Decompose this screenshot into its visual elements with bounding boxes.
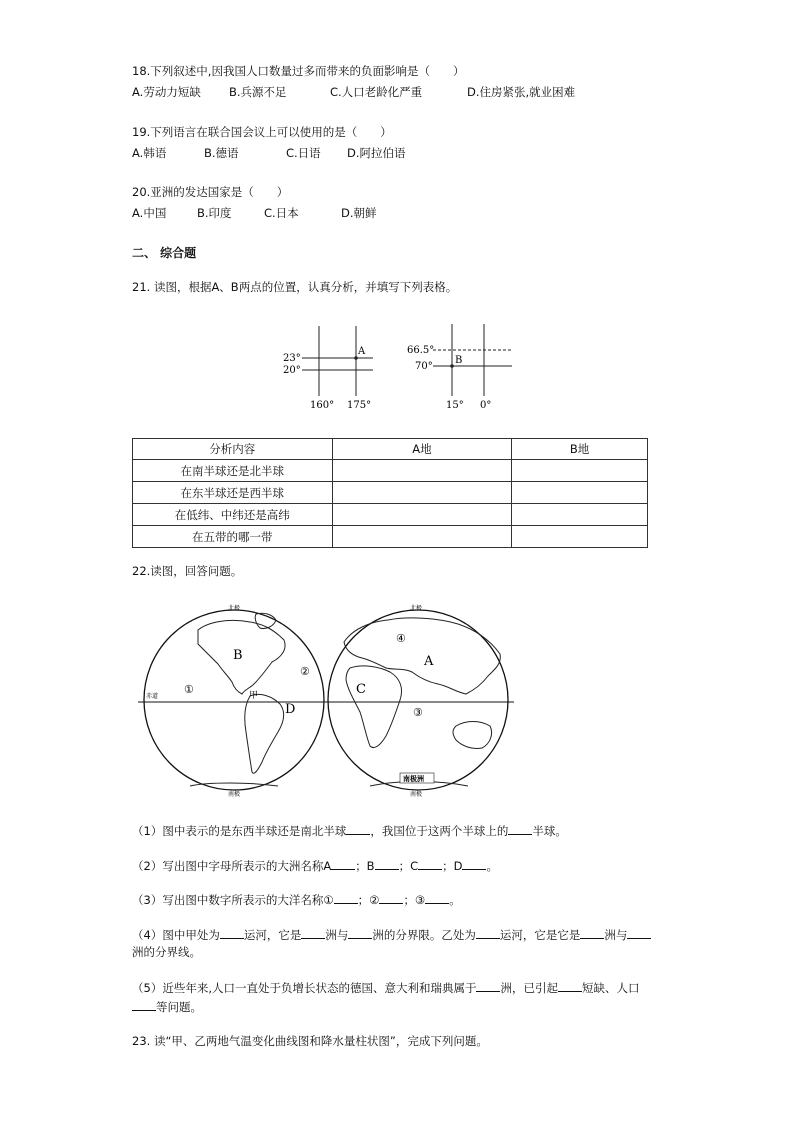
q22-sub5-text-c: 短缺、人口 <box>581 981 640 995</box>
north-pole-label-west: 北极 <box>228 605 241 612</box>
blank-5[interactable] <box>418 857 442 870</box>
row-label-five-zones: 在五带的哪一带 <box>133 526 333 548</box>
q22-sub4-text-b: 运河，它是 <box>243 928 302 942</box>
q21-stem: 21. 读图，根据A、B两点的位置，认真分析，并填写下列表格。 <box>132 280 458 294</box>
south-pole-label-east: 南极 <box>410 791 423 798</box>
lon-label-b2: 0° <box>480 400 492 411</box>
ocean-number-4: ④ <box>396 632 406 645</box>
answer-cell-a3[interactable] <box>332 504 512 526</box>
blank-11[interactable] <box>301 926 325 939</box>
blank-4[interactable] <box>375 857 399 870</box>
blank-8[interactable] <box>379 891 403 904</box>
q22-sub2-text-e: 。 <box>486 859 498 873</box>
q22-sub2-text-a: （2）写出图中字母所表示的大洲名称A <box>132 859 332 873</box>
answer-cell-a4[interactable] <box>332 526 512 548</box>
table-row <box>133 482 648 504</box>
q18-option-d: D.住房紧张,就业困难 <box>467 85 576 99</box>
q20-option-b: B.印度 <box>197 206 232 220</box>
q22-sub5-text-d: 等问题。 <box>156 1000 202 1014</box>
q18-option-a: A.劳动力短缺 <box>132 85 201 99</box>
answer-cell-b3[interactable] <box>512 504 648 526</box>
q22-stem: 22.读图，回答问题。 <box>132 564 243 578</box>
answer-cell-a1[interactable] <box>332 460 512 482</box>
blank-15[interactable] <box>627 926 651 939</box>
q22-sub3-text-d: 。 <box>449 893 461 907</box>
answer-cell-b2[interactable] <box>512 482 648 504</box>
q22-sub2 <box>132 857 498 874</box>
hemisphere-map <box>138 600 518 800</box>
row-label-hemisphere-ew: 在东半球还是西半球 <box>133 482 333 504</box>
section-title: 二、 综合题 <box>132 246 197 260</box>
lat-lon-grid-diagram <box>270 318 530 413</box>
ocean-number-2: ② <box>300 665 310 678</box>
canal-label: 甲 <box>249 691 259 701</box>
q22-sub4-text-c: 洲与 <box>325 928 349 942</box>
blank-18[interactable] <box>132 998 156 1011</box>
antarctica-label: 南极洲 <box>403 774 424 783</box>
q20-stem: 20.亚洲的发达国家是（ ） <box>132 185 289 199</box>
q18-option-c: C.人口老龄化严重 <box>330 85 423 99</box>
blank-2[interactable] <box>508 822 532 835</box>
table-header-content: 分析内容 <box>133 439 333 460</box>
row-label-hemisphere-ns: 在南半球还是北半球 <box>133 460 333 482</box>
map-letter-a: A <box>424 654 434 669</box>
map-letter-d: D <box>285 702 296 717</box>
q22-sub3 <box>132 891 461 908</box>
map-letter-c: C <box>356 682 366 697</box>
western-hemisphere <box>144 610 324 790</box>
q22-sub4-text-d: 洲的分界限。乙处为 <box>372 928 476 942</box>
q22-sub1-text-b: ，我国位于这两个半球上的 <box>370 824 509 838</box>
q22-sub3-text-c: ；③ <box>403 893 426 907</box>
answer-cell-a2[interactable] <box>332 482 512 504</box>
q22-sub4-text-e: 运河，它是它是 <box>499 928 581 942</box>
eastern-hemisphere <box>328 610 508 790</box>
table-row <box>133 460 648 482</box>
map-letter-b: B <box>233 648 243 663</box>
q22-sub2-text-b: ；B <box>355 859 375 873</box>
blank-6[interactable] <box>462 857 486 870</box>
blank-10[interactable] <box>220 926 244 939</box>
answer-cell-b4[interactable] <box>512 526 648 548</box>
north-pole-label-east: 北极 <box>410 605 423 612</box>
blank-1[interactable] <box>346 822 370 835</box>
lat-label-a2: 20° <box>283 365 301 376</box>
point-a-label: A <box>358 346 366 357</box>
table-row <box>133 504 648 526</box>
q22-sub5 <box>132 979 639 996</box>
q23-stem: 23. 读“甲、乙两地气温变化曲线图和降水量柱状图”，完成下列问题。 <box>132 1034 488 1048</box>
analysis-table <box>132 438 648 548</box>
q22-sub3-text-b: ；② <box>357 893 380 907</box>
q22-sub5-text-a: （5）近些年来,人口一直处于负增长状态的德国、意大利和瑞典属于 <box>132 981 477 995</box>
q18-option-b: B.兵源不足 <box>229 85 287 99</box>
blank-14[interactable] <box>580 926 604 939</box>
q20-option-d: D.朝鲜 <box>341 206 377 220</box>
point-b-dot <box>450 364 454 368</box>
q22-sub1-text-a: （1）图中表示的是东西半球还是南北半球 <box>132 824 347 838</box>
blank-16[interactable] <box>476 979 500 992</box>
q20-option-a: A.中国 <box>132 206 167 220</box>
q22-sub3-text-a: （3）写出图中数字所表示的大洋名称① <box>132 893 334 907</box>
q22-sub5-line2 <box>132 998 202 1015</box>
lat-label-b2: 70° <box>415 361 433 372</box>
blank-12[interactable] <box>348 926 372 939</box>
q22-sub4 <box>132 926 651 943</box>
q22-sub2-text-c: ；C <box>398 859 419 873</box>
blank-7[interactable] <box>334 891 358 904</box>
q19-option-d: D.阿拉伯语 <box>347 146 406 160</box>
q19-option-c: C.日语 <box>286 146 321 160</box>
blank-9[interactable] <box>425 891 449 904</box>
blank-13[interactable] <box>476 926 500 939</box>
lon-label-a2: 175° <box>347 400 372 411</box>
ocean-number-3: ③ <box>413 706 423 719</box>
lat-label-a1: 23° <box>283 353 301 364</box>
q18-stem: 18.下列叙述中,因我国人口数量过多而带来的负面影响是（ ） <box>132 64 465 78</box>
grid-a <box>283 326 373 411</box>
table-row <box>133 526 648 548</box>
table-header-a: A地 <box>332 439 512 460</box>
answer-cell-b1[interactable] <box>512 460 648 482</box>
point-b-label: B <box>455 355 463 366</box>
table-header-b: B地 <box>512 439 648 460</box>
south-pole-label-west: 南极 <box>228 791 241 798</box>
q22-sub5-text-b: 洲，已引起 <box>500 981 558 995</box>
q20-option-c: C.日本 <box>264 206 299 220</box>
blank-17[interactable] <box>558 979 582 992</box>
table-header-row <box>133 439 648 460</box>
q22-sub4-text-a: （4）图中甲处为 <box>132 928 220 942</box>
q19-option-a: A.韩语 <box>132 146 167 160</box>
equator-label: 赤道 <box>146 693 159 700</box>
q19-option-b: B.德语 <box>204 146 239 160</box>
lon-label-b1: 15° <box>446 400 464 411</box>
lat-label-b1: 66.5° <box>407 345 435 356</box>
q22-sub2-text-d: ；D <box>442 859 463 873</box>
q22-sub4-text-f: 洲与 <box>604 928 628 942</box>
q22-sub1-text-c: 半球。 <box>532 824 567 838</box>
row-label-latitude-zone: 在低纬、中纬还是高纬 <box>133 504 333 526</box>
ocean-number-1: ① <box>184 683 194 696</box>
grid-b <box>407 324 512 411</box>
q22-sub1 <box>132 822 567 839</box>
q19-stem: 19.下列语言在联合国会议上可以使用的是（ ） <box>132 125 392 139</box>
blank-3[interactable] <box>331 857 355 870</box>
lon-label-a1: 160° <box>310 400 335 411</box>
q22-sub4-line2: 洲的分界线。 <box>132 945 201 959</box>
